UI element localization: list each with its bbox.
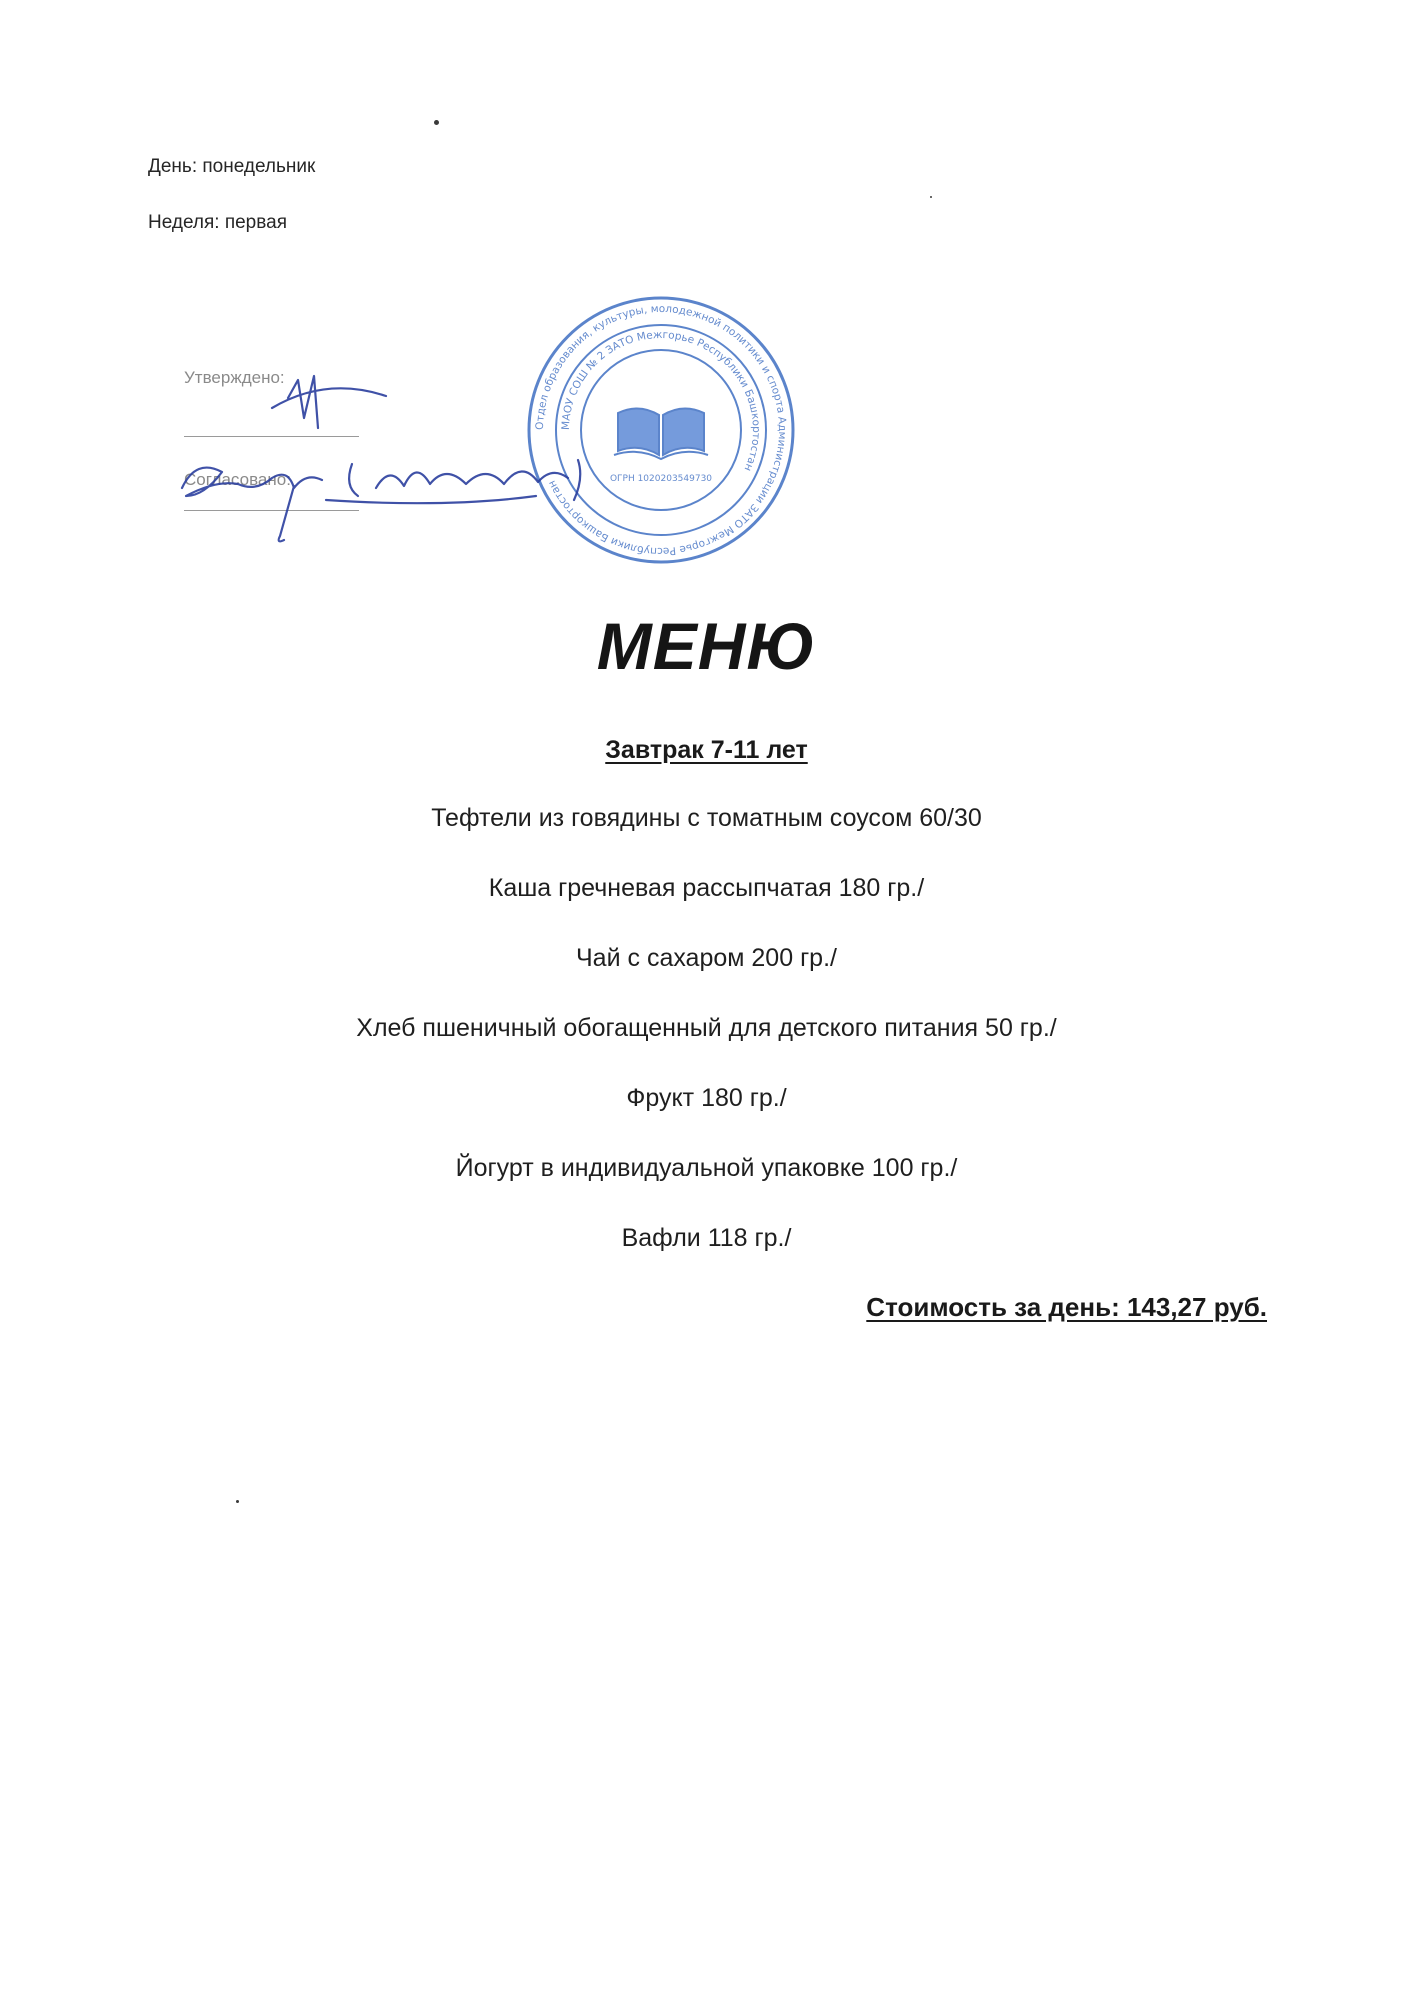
- day-line: День: понедельник: [148, 156, 316, 177]
- daily-cost-total: Стоимость за день: 143,27 руб.: [866, 1292, 1267, 1322]
- meal-section-heading: Завтрак 7-11 лет: [605, 736, 808, 764]
- handwritten-signature: [176, 368, 616, 548]
- menu-item: Фрукт 180 гр./: [626, 1084, 787, 1112]
- seal-outer-text: Отдел образования, культуры, молодежной политики и спорта Администрации ЗАТО Межгорье Республики Башкортостан: [533, 302, 789, 558]
- page-title: МЕНЮ: [596, 609, 817, 683]
- menu-item: Йогурт в индивидуальной упаковке 100 гр./: [455, 1154, 958, 1182]
- seal-inner-text: МАОУ СОШ № 2 ЗАТО Межгорье Республики Башкортостан: [559, 328, 763, 473]
- menu-item: Чай с сахаром 200 гр./: [576, 944, 837, 972]
- seal-center-text: ОГРН 1020203549730: [609, 474, 713, 484]
- agreed-label: Согласовано:: [184, 470, 291, 489]
- scan-speck: [236, 1500, 239, 1503]
- menu-item: Тефтели из говядины с томатным соусом 60/30: [431, 804, 982, 832]
- menu-item: Каша гречневая рассыпчатая 180 гр./: [488, 874, 925, 902]
- week-line: Неделя: первая: [148, 212, 287, 233]
- open-book-icon: [614, 408, 708, 459]
- scan-speck: [930, 196, 932, 198]
- menu-item: Хлеб пшеничный обогащенный для детского питания 50 гр./: [356, 1014, 1057, 1042]
- menu-item-list: [0, 804, 1413, 1294]
- approved-label: Утверждено:: [184, 368, 285, 387]
- menu-item: Вафли 118 гр./: [621, 1224, 792, 1252]
- scan-speck: [434, 120, 439, 125]
